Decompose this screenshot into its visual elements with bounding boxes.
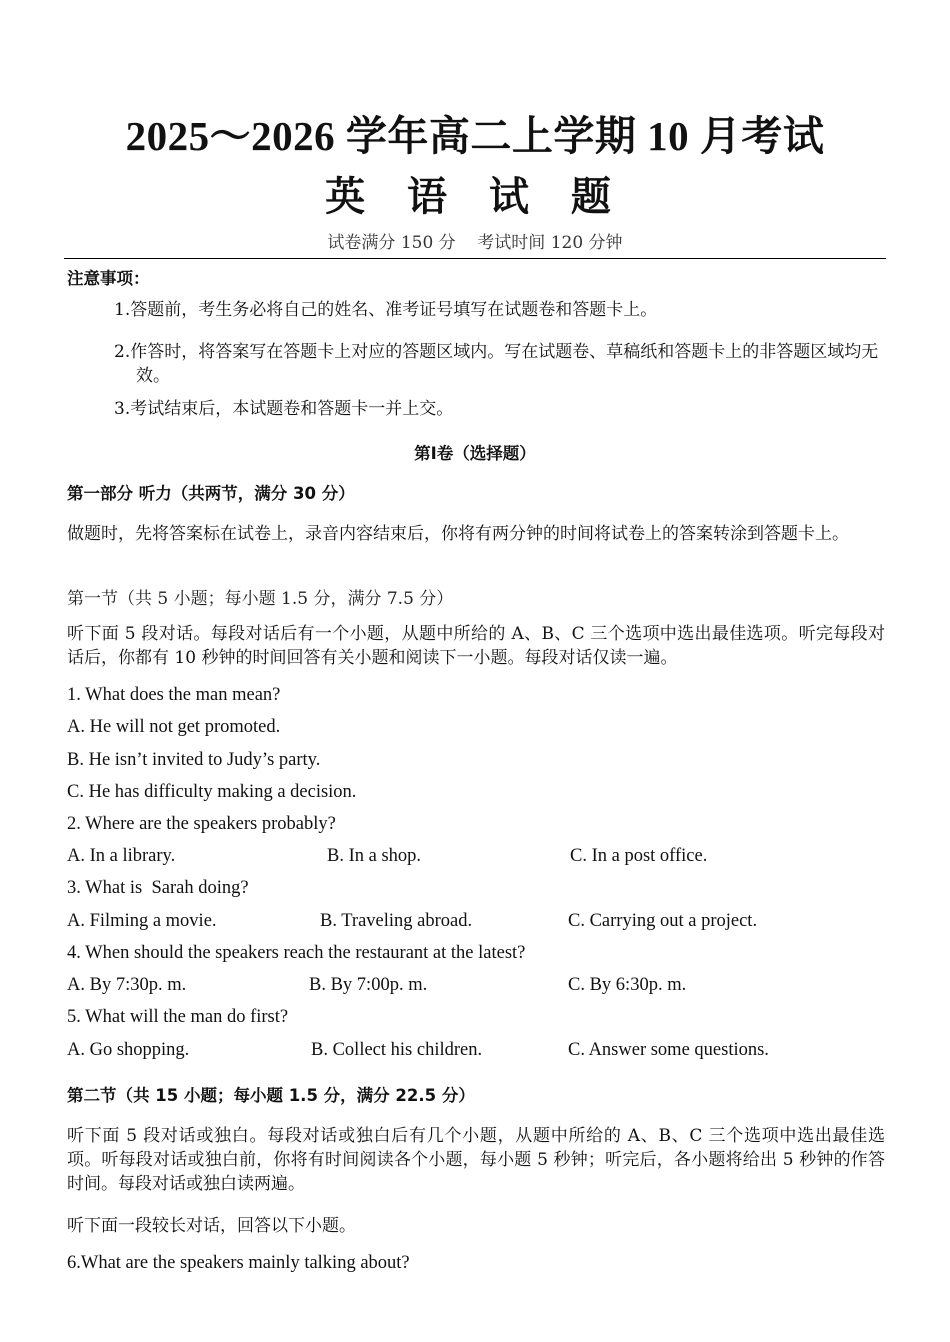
q5-option-a: A. Go shopping. bbox=[67, 1040, 190, 1060]
q3-option-a: A. Filming a movie. bbox=[67, 911, 217, 931]
part1-instruction: 做题时，先将答案标在试卷上，录音内容结束后，你将有两分钟的时间将试卷上的答案转涂到答题卡上。 bbox=[67, 524, 849, 544]
volume-title: 第Ⅰ卷（选择题） bbox=[414, 444, 536, 463]
q1-option-a: A. He will not get promoted. bbox=[67, 717, 281, 737]
q2-option-a: A. In a library. bbox=[67, 846, 176, 866]
q4-option-c: C. By 6:30p. m. bbox=[568, 975, 687, 995]
question-1: 1. What does the man mean? bbox=[67, 685, 281, 705]
q4-option-a: A. By 7:30p. m. bbox=[67, 975, 187, 995]
question-2: 2. Where are the speakers probably? bbox=[67, 814, 336, 834]
section2-instruction: 听下面 5 段对话或独白。每段对话或独白后有几个小题，从题中所给的 A、B、C 三个选项中选出最佳选项。听每段对话或独白前，你将有时间阅读各个小题，每小题 5 秒钟；听完后，各小题将给出 5 秒钟的作答时间。每段对话或独白读两遍。 bbox=[67, 1126, 885, 1194]
q2-option-c: C. In a post office. bbox=[570, 846, 708, 866]
notice-heading: 注意事项： bbox=[67, 269, 150, 288]
notice-item-1: 1.答题前，考生务必将自己的姓名、准考证号填写在试题卷和答题卡上。 bbox=[114, 300, 658, 320]
section1-heading: 第一节（共 5 小题；每小题 1.5 分，满分 7.5 分） bbox=[67, 589, 454, 609]
q4-option-b: B. By 7:00p. m. bbox=[309, 975, 428, 995]
q5-option-c: C. Answer some questions. bbox=[568, 1040, 769, 1060]
part1-heading: 第一部分 听力（共两节，满分 30 分） bbox=[67, 484, 355, 503]
section1-instruction: 听下面 5 段对话。每段对话后有一个小题，从题中所给的 A、B、C 三个选项中选出最佳选项。听完每段对话后，你都有 10 秒钟的时间回答有关小题和阅读下一小题。每段对话仅读一遍。 bbox=[67, 624, 885, 668]
exam-info: 试卷满分 150 分 考试时间 120 分钟 bbox=[327, 233, 623, 253]
question-5: 5. What will the man do first? bbox=[67, 1007, 289, 1027]
header-divider bbox=[64, 258, 886, 259]
question-4: 4. When should the speakers reach the restaurant at the latest? bbox=[67, 943, 526, 963]
notice-item-2: 2.作答时，将答案写在答题卡上对应的答题区域内。写在试题卷、草稿纸和答题卡上的非答题区域均无效。 bbox=[114, 342, 879, 386]
q2-option-b: B. In a shop. bbox=[327, 846, 422, 866]
exam-title: 2025～2026 学年高二上学期 10 月考试 bbox=[125, 113, 825, 159]
q3-option-c: C. Carrying out a project. bbox=[568, 911, 758, 931]
q1-option-b: B. He isn’t invited to Judy’s party. bbox=[67, 750, 321, 770]
question-3: 3. What is Sarah doing? bbox=[67, 878, 249, 898]
q3-option-b: B. Traveling abroad. bbox=[320, 911, 473, 931]
subject-title: 英 语 试 题 bbox=[325, 173, 625, 220]
q1-option-c: C. He has difficulty making a decision. bbox=[67, 782, 357, 802]
section2-sub-instruction: 听下面一段较长对话，回答以下小题。 bbox=[67, 1216, 356, 1236]
q5-option-b: B. Collect his children. bbox=[311, 1040, 483, 1060]
section2-heading: 第二节（共 15 小题；每小题 1.5 分，满分 22.5 分） bbox=[67, 1086, 475, 1105]
question-6: 6.What are the speakers mainly talking about? bbox=[67, 1253, 410, 1273]
notice-item-3: 3.考试结束后，本试题卷和答题卡一并上交。 bbox=[114, 399, 454, 419]
